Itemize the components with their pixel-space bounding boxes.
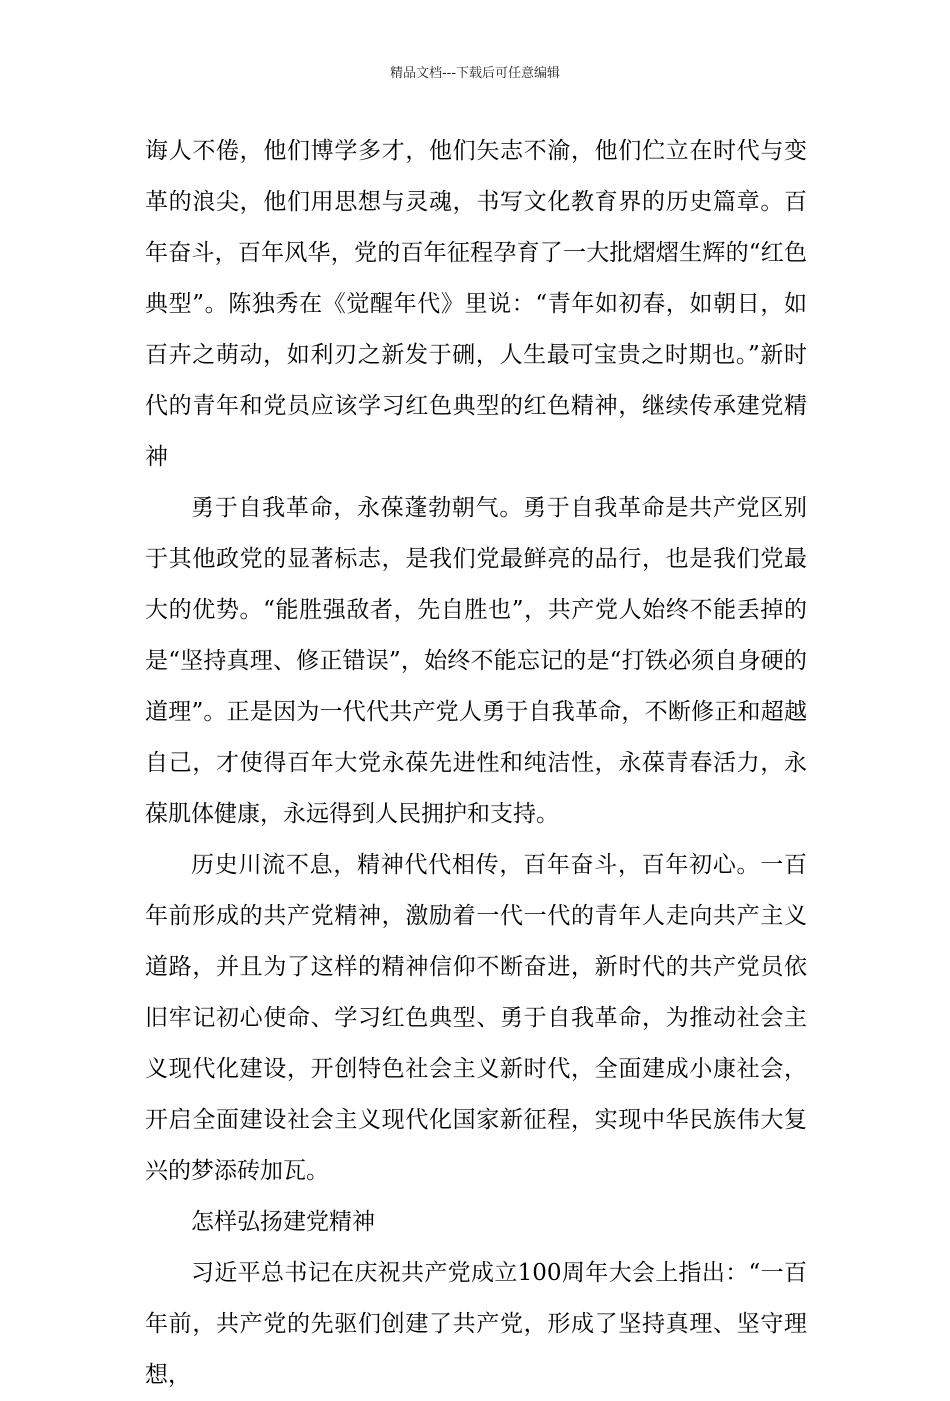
section-heading: 怎样弘扬建党精神	[191, 1209, 375, 1235]
paragraph-5: 习近平总书记在庆祝共产党成立100周年大会上指出：“一百年前，共产党的先驱们创建了共产党，形成了坚持真理、坚守理想，	[145, 1260, 807, 1388]
paragraph-3: 历史川流不息，精神代代相传，百年奋斗，百年初心。一百年前形成的共产党精神，激励着一代一代的青年人走向共产主义道路，并且为了这样的精神信仰不断奋进，新时代的共产党员依旧牢记初心使命、学习红色典型、勇于自我革命，为推动社会主义现代化建设，开创特色社会主义新时代，全面建成小康社会，开启全面建设社会主义现代化国家新征程，实现中华民族伟大复兴的梦添砖加瓦。	[145, 852, 807, 1184]
paragraph-1: 诲人不倦，他们博学多才，他们矢志不渝，他们伫立在时代与变革的浪尖，他们用思想与灵魂，书写文化教育界的历史篇章。百年奋斗，百年风华，党的百年征程孕育了一大批熠熠生辉的“红色典型”。陈独秀在《觉醒年代》里说：“青年如初春，如朝日，如百卉之萌动，如利刃之新发于硎，人生最可宝贵之时期也。”新时代的青年和党员应该学习红色典型的红色精神，继续传承建党精神	[145, 138, 807, 470]
page-header: 精品文档---下载后可任意编辑	[389, 66, 561, 81]
paragraph-2: 勇于自我革命，永葆蓬勃朝气。勇于自我革命是共产党区别于其他政党的显著标志，是我们党最鲜亮的品行，也是我们党最大的优势。“能胜强敌者，先自胜也”，共产党人始终不能丢掉的是“坚持真理、修正错误”，始终不能忘记的是“打铁必须自身硬的道理”。正是因为一代代共产党人勇于自我革命，不断修正和超越自己，才使得百年大党永葆先进性和纯洁性，永葆青春活力，永葆肌体健康，永远得到人民拥护和支持。	[145, 495, 807, 827]
document-body	[145, 126, 807, 1401]
